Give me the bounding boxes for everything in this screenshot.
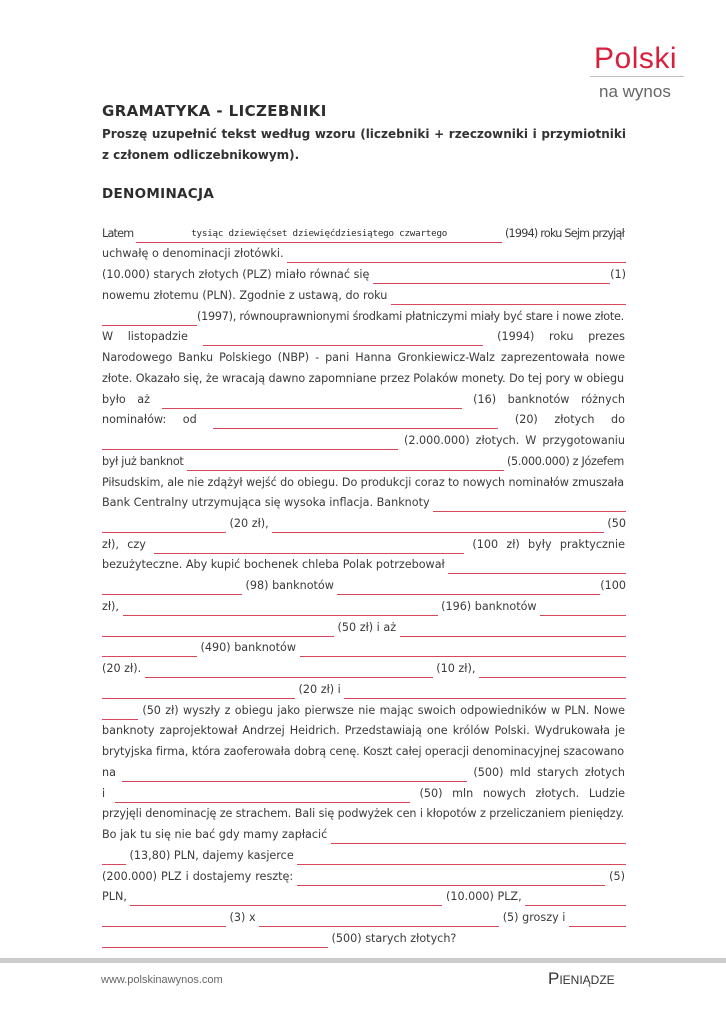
answer-blank[interactable]	[525, 890, 626, 906]
answer-blank[interactable]	[373, 268, 610, 284]
exercise-text-segment: (5.000.000) z Józefem	[503, 454, 625, 468]
exercise-text-segment: (500) mld starych złotych	[467, 765, 625, 779]
exercise-text-segment: (16) banknotów różnych	[461, 392, 626, 406]
exercise-text-segment: bezużyteczne. Aby kupić bochenek chleba Polak potrzebował	[102, 558, 449, 572]
exercise-text-segment: banknoty zaprojektował Andrzej Heidrich. Przedstawiają one królów Polski. Wydrukowała je	[102, 724, 625, 738]
exercise-line	[102, 699, 626, 720]
exercise-text-segment: przyjęli denominację ze strachem. Bali się podwyżek cen i kłopotów z przeliczaniem pieniędzy.	[102, 807, 624, 821]
footer-divider	[0, 958, 726, 963]
exercise-line	[102, 678, 626, 699]
exercise-line	[102, 574, 626, 595]
logo-divider	[590, 76, 684, 77]
exercise-text-segment: (20 zł) i	[295, 682, 345, 696]
answer-blank[interactable]	[391, 289, 626, 305]
answer-blank[interactable]	[102, 704, 138, 720]
exercise-text-segment: (100	[600, 579, 626, 593]
exercise-line	[102, 512, 626, 533]
answer-blank[interactable]	[272, 517, 604, 533]
exercise-line	[102, 492, 626, 513]
exercise-text-segment: (196) banknotów	[437, 599, 541, 613]
answer-blank[interactable]	[331, 828, 626, 844]
exercise-text-segment: Narodowego Banku Polskiego (NBP) - pani Hanna Gronkiewicz-Walz zaprezentowała nowe	[102, 351, 625, 365]
answer-blank[interactable]	[479, 662, 626, 678]
exercise-text-segment: (5)	[605, 869, 626, 883]
exercise-text-segment: zł), czy	[102, 537, 155, 551]
exercise-text-segment: Piłsudskim, ale nie zdążył wejść do obiegu. Do produkcji coraz to nowych nominałów zmuszała	[102, 475, 624, 489]
exercise-text-segment: na	[102, 765, 123, 779]
logo-title: Polski	[594, 42, 678, 75]
exercise-line	[102, 927, 626, 948]
exercise-line	[102, 326, 626, 347]
exercise-line	[102, 906, 626, 927]
exercise-line	[102, 803, 626, 824]
exercise-line	[102, 243, 626, 264]
answer-blank[interactable]	[287, 247, 626, 263]
exercise-text-segment: (20 zł),	[226, 517, 273, 531]
answer-blank[interactable]	[145, 662, 433, 678]
answer-blank[interactable]	[102, 579, 242, 595]
exercise-text-segment: było aż	[102, 392, 162, 406]
answer-blank[interactable]	[448, 558, 626, 574]
exercise-text-segment: złote. Okazało się, że wracają dawno zapomniane przez Polaków monety. Do tej pory w obiegu	[102, 371, 624, 385]
exercise-text-segment: PLN,	[102, 890, 131, 904]
exercise-instruction: Proszę uzupełnić tekst według wzoru (liczebniki + rzeczowniki i przymiotniki z członem odliczebnikowym).	[102, 127, 626, 162]
exercise-text-segment: (490) banknotów	[197, 641, 300, 655]
exercise-text-segment: (10 zł),	[432, 662, 479, 676]
exercise-text-segment: Latem	[102, 226, 137, 240]
exercise-text-segment: (3) x	[226, 910, 260, 924]
exercise-text-segment: (20 zł).	[102, 662, 145, 676]
exercise-text	[102, 222, 626, 948]
exercise-line	[102, 637, 626, 658]
answer-blank[interactable]	[102, 621, 334, 637]
answer-blank[interactable]	[433, 496, 626, 512]
exercise-line	[102, 346, 626, 367]
exercise-text-segment: Bank Centralny utrzymująca się wysoka inflacja. Banknoty	[102, 496, 434, 510]
footer-topic: Pieniądze	[548, 969, 615, 988]
answer-blank[interactable]	[102, 641, 197, 657]
exercise-text-segment: W listopadzie	[102, 330, 203, 344]
answer-blank[interactable]	[154, 538, 464, 554]
exercise-text-segment: (1994) roku Sejm przyjął	[502, 226, 624, 240]
exercise-text-segment: (50 zł) i aż	[334, 620, 400, 634]
exercise-text-segment: (500) starych złotych?	[328, 931, 457, 945]
answer-blank[interactable]	[259, 911, 499, 927]
exercise-text-segment: uchwałę o denominacji złotówki.	[102, 247, 288, 261]
exercise-text-segment: (10.000) PLZ,	[442, 890, 526, 904]
example-answer: tysiąc dziewięćset dziewięćdziesiątego czwartego	[191, 227, 448, 239]
section-heading: DENOMINACJA	[102, 186, 215, 202]
answer-blank[interactable]	[540, 600, 626, 616]
exercise-line	[102, 720, 626, 741]
exercise-text-segment: (2.000.000) złotych. W przygotowaniu	[398, 434, 625, 448]
exercise-text-segment: nowemu złotemu (PLN). Zgodnie z ustawą, do roku	[102, 288, 391, 302]
answer-blank[interactable]	[115, 787, 410, 803]
exercise-text-segment: (50 zł) wyszły z obiegu jako pierwsze nie mając swoich odpowiedników w PLN. Nowe	[138, 703, 625, 717]
answer-blank[interactable]	[297, 870, 605, 886]
exercise-text-segment: nominałów: od	[102, 413, 214, 427]
exercise-text-segment: (1)	[610, 268, 626, 282]
exercise-text-segment: (100 zł) były praktycznie	[464, 537, 625, 551]
exercise-line	[102, 450, 626, 471]
answer-blank[interactable]	[102, 683, 295, 699]
exercise-text-segment: (1994) roku prezes	[482, 330, 626, 344]
answer-blank[interactable]	[102, 310, 197, 326]
exercise-line	[102, 865, 626, 886]
exercise-line	[102, 844, 626, 865]
exercise-line	[102, 429, 626, 450]
exercise-line	[102, 761, 626, 782]
logo-subtitle: na wynos	[599, 82, 671, 101]
answer-blank[interactable]	[102, 434, 398, 450]
answer-blank[interactable]	[569, 911, 626, 927]
answer-blank[interactable]	[400, 621, 626, 637]
answer-blank[interactable]	[162, 393, 462, 409]
exercise-line	[102, 554, 626, 575]
exercise-text-segment: (50	[603, 517, 626, 531]
exercise-line	[102, 886, 626, 907]
answer-blank[interactable]	[203, 330, 483, 346]
answer-blank[interactable]	[213, 413, 498, 429]
exercise-line	[102, 284, 626, 305]
answer-blank[interactable]	[102, 932, 328, 948]
answer-blank[interactable]	[123, 600, 438, 616]
exercise-text-segment: zł),	[102, 599, 123, 613]
exercise-text-segment: (1997), równouprawnionymi środkami płatniczymi miały być stare i nowe złote.	[197, 309, 624, 323]
exercise-text-segment: (98) banknotów	[242, 579, 338, 593]
exercise-line	[102, 471, 626, 492]
exercise-line	[102, 616, 626, 637]
exercise-text-segment: brytyjska firma, która zaoferowała dobrą cenę. Koszt całej operacji denominacyjnej szacowano	[102, 745, 624, 759]
exercise-line	[102, 388, 626, 409]
exercise-text-segment: (13,80) PLN, dajemy kasjerce	[126, 848, 298, 862]
example-answer-blank[interactable]	[136, 227, 502, 243]
answer-blank[interactable]	[102, 517, 226, 533]
page-title: GRAMATYKA - LICZEBNIKI	[102, 102, 327, 120]
exercise-line	[102, 740, 626, 761]
exercise-line	[102, 533, 626, 554]
exercise-line	[102, 595, 626, 616]
exercise-text-segment: (200.000) PLZ i dostajemy resztę:	[102, 869, 298, 883]
exercise-text-segment: (20) złotych do	[498, 413, 625, 427]
exercise-line	[102, 782, 626, 803]
answer-blank[interactable]	[102, 849, 126, 865]
answer-blank[interactable]	[344, 683, 626, 699]
answer-blank[interactable]	[300, 641, 626, 657]
answer-blank[interactable]	[297, 849, 626, 865]
answer-blank[interactable]	[130, 890, 442, 906]
answer-blank[interactable]	[122, 766, 467, 782]
exercise-line	[102, 222, 626, 243]
exercise-line	[102, 263, 626, 284]
exercise-line	[102, 367, 626, 388]
exercise-text-segment: Bo jak tu się nie bać gdy mamy zapłacić	[102, 828, 331, 842]
exercise-text-segment: i	[102, 786, 115, 800]
exercise-text-segment: (10.000) starych złotych (PLZ) miało równać się	[102, 268, 373, 282]
exercise-text-segment: był już banknot	[102, 454, 187, 468]
exercise-text-segment: (50) mln nowych złotych. Ludzie	[409, 786, 625, 800]
exercise-line	[102, 305, 626, 326]
answer-blank[interactable]	[337, 579, 600, 595]
footer-website: www.polskinawynos.com	[101, 974, 223, 986]
exercise-line	[102, 823, 626, 844]
exercise-line	[102, 657, 626, 678]
answer-blank[interactable]	[187, 455, 504, 471]
exercise-text-segment: (5) groszy i	[499, 910, 569, 924]
answer-blank[interactable]	[102, 911, 226, 927]
exercise-line	[102, 409, 626, 430]
